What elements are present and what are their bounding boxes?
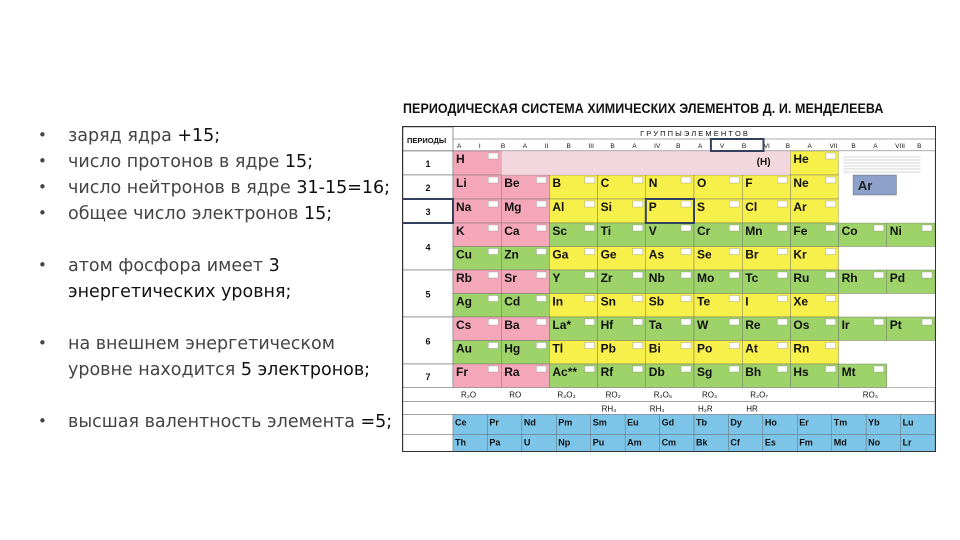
period-number: 6 [425, 336, 431, 347]
f-element-symbol: Pr [489, 417, 499, 428]
element-symbol: F [745, 176, 753, 190]
element-symbol: Ta [648, 318, 662, 332]
atomic-number-box [585, 177, 595, 183]
hydride-formula: HR [746, 404, 758, 414]
element-symbol: N [648, 176, 658, 190]
element-symbol: Na [456, 200, 472, 214]
element-symbol: V [648, 224, 657, 238]
bullet-value: 5 электронов; [240, 360, 371, 380]
oxide-formula: R₂O₅ [653, 390, 673, 400]
atomic-number-box [826, 319, 836, 325]
bullet-dot: • [38, 178, 47, 196]
element-symbol: I [745, 294, 749, 309]
element-symbol: Ti [600, 224, 612, 238]
legend-symbol: Ar [857, 178, 873, 193]
bullet-text [68, 360, 370, 380]
element-symbol: Fr [456, 365, 468, 379]
atomic-number-box [826, 201, 836, 207]
f-element-symbol: Th [455, 437, 466, 448]
f-element-symbol: Bk [696, 437, 708, 448]
atomic-number-box [729, 366, 739, 372]
element-symbol: Ac** [552, 365, 578, 379]
bullet-prefix: на внешнем энергетическом [68, 334, 335, 354]
element-symbol: S [697, 200, 706, 214]
element-symbol: P [648, 200, 657, 214]
element-symbol: Cs [456, 318, 472, 332]
f-element-symbol: Eu [627, 417, 639, 428]
hydrides-row [403, 402, 935, 415]
f-element-symbol: Tb [696, 417, 707, 428]
bullet-value: +15; [177, 126, 221, 146]
atomic-number-box [633, 272, 643, 278]
atomic-number-box [874, 319, 884, 325]
group-header: А [807, 143, 812, 150]
f-element-symbol: Nd [523, 417, 536, 428]
atomic-number-box [488, 249, 498, 255]
hydride-formula: H₂R [698, 404, 713, 414]
f-element-symbol: Ho [764, 417, 777, 428]
oxide-formula: RO₂ [605, 390, 621, 400]
atomic-number-box [536, 177, 546, 183]
atomic-number-box [777, 177, 787, 183]
group-header: IV [654, 143, 661, 150]
element-symbol: Rn [793, 341, 810, 356]
bullet-dot: • [38, 204, 47, 222]
atomic-number-box [536, 201, 546, 207]
group-header: VIII [895, 143, 905, 150]
element-symbol: Pt [889, 318, 902, 332]
atomic-number-box [488, 319, 498, 325]
f-element-symbol: Er [799, 417, 809, 428]
atomic-number-box [777, 296, 787, 302]
group-header: В [917, 143, 922, 150]
element-symbol: Mo [697, 271, 715, 285]
atomic-number-box [777, 366, 787, 372]
element-symbol: As [648, 247, 665, 262]
element-symbol: Cl [745, 200, 758, 214]
element-symbol: Rb [456, 271, 472, 285]
atomic-number-box [585, 296, 595, 302]
bullet-text [68, 412, 392, 432]
element-symbol: Zn [504, 247, 519, 262]
element-symbol: Db [648, 365, 665, 379]
atomic-number-box [729, 272, 739, 278]
oxide-formula: RO [509, 390, 522, 400]
element-symbol: Ar [793, 200, 807, 214]
atomic-number-box [729, 177, 739, 183]
element-symbol: Hs [793, 365, 809, 379]
element-symbol: Ga [552, 247, 569, 262]
period-number: 1 [425, 159, 431, 169]
group-header: В [785, 143, 790, 150]
f-element-symbol: Tm [833, 417, 848, 428]
atomic-number-box [922, 272, 932, 278]
atomic-number-box [633, 296, 643, 302]
element-symbol: Ag [456, 294, 472, 309]
empty-period1-area [501, 151, 790, 175]
group-header: А [873, 143, 878, 150]
bullet-prefix: общее число электронов [68, 204, 305, 224]
hydrogen-vii: (H) [756, 157, 771, 168]
element-symbol: Zr [600, 271, 613, 285]
element-symbol: Sr [504, 271, 517, 285]
period-number: 7 [425, 371, 431, 382]
f-element-symbol: Ce [455, 417, 467, 428]
atomic-number-box [729, 225, 739, 231]
element-symbol: Cd [504, 294, 521, 309]
element-symbol: Cu [456, 247, 472, 262]
atomic-number-box [826, 249, 836, 255]
bullet-text [68, 126, 220, 146]
periods-label: ПЕРИОДЫ [407, 136, 447, 145]
bullet-text [68, 152, 313, 172]
f-element-symbol: Md [833, 437, 847, 448]
group-header: В [566, 143, 571, 150]
atomic-number-box [826, 272, 836, 278]
oxide-formula: R₂O [461, 390, 477, 400]
atomic-number-box [777, 319, 787, 325]
atomic-number-box [633, 249, 643, 255]
bullet-value: 15; [284, 152, 314, 172]
element-symbol: Tc [745, 271, 759, 285]
element-symbol: W [697, 318, 709, 332]
element-symbol: Li [456, 176, 467, 190]
f-element-symbol: Cf [730, 437, 740, 448]
element-symbol: Be [504, 176, 520, 190]
periodic-table [402, 126, 936, 452]
group-header: А [698, 143, 703, 150]
element-symbol: Al [552, 200, 565, 214]
bullet-text [68, 282, 291, 302]
bullet-prefix: число протонов в ядре [68, 152, 285, 172]
element-symbol: H [456, 152, 465, 166]
atomic-number-box [826, 343, 836, 349]
element-symbol: Ra [504, 365, 520, 379]
atomic-number-box [536, 296, 546, 302]
element-symbol: Pb [600, 341, 616, 356]
atomic-number-box [488, 225, 498, 231]
bullet-value: 3 [268, 256, 280, 276]
element-symbol: Xe [793, 294, 809, 309]
oxide-formula: R₂O₃ [557, 390, 576, 400]
atomic-number-box [826, 225, 836, 231]
group-header: В [676, 143, 681, 150]
element-symbol: Ca [504, 224, 520, 238]
f-element-symbol: Cm [661, 437, 677, 448]
element-symbol: Fe [793, 224, 808, 238]
f-element-symbol: U [523, 437, 531, 448]
atomic-number-box [729, 343, 739, 349]
element-symbol: Mn [745, 224, 763, 238]
atomic-number-box [488, 296, 498, 302]
group-header: В [851, 143, 856, 150]
bullet-prefix: заряд ядра [68, 126, 178, 146]
element-symbol: La* [552, 318, 572, 332]
bullet-dot: • [38, 126, 47, 144]
hydride-formula: RH₄ [601, 404, 617, 414]
atomic-number-box [633, 343, 643, 349]
bullet-text [68, 204, 332, 224]
atomic-number-box [536, 249, 546, 255]
element-symbol: Re [745, 318, 761, 332]
atomic-number-box [922, 319, 932, 325]
atomic-number-box [777, 343, 787, 349]
element-symbol: Cr [697, 224, 711, 238]
oxide-formula: RO₄ [862, 390, 878, 400]
atomic-number-box [585, 343, 595, 349]
element-symbol: Si [600, 200, 612, 214]
atomic-number-box [826, 366, 836, 372]
element-symbol: Hg [504, 341, 521, 356]
element-symbol: Mt [841, 365, 856, 379]
atomic-number-box [681, 177, 691, 183]
atomic-number-box [488, 343, 498, 349]
atomic-number-box [536, 319, 546, 325]
element-symbol: Os [793, 318, 810, 332]
group-header: V [719, 143, 725, 150]
element-symbol: At [745, 341, 758, 356]
atomic-number-box [874, 272, 884, 278]
atomic-number-box [729, 319, 739, 325]
f-element-symbol: Pa [489, 437, 501, 448]
group-header: А [632, 143, 637, 150]
element-symbol: Ir [841, 318, 850, 332]
element-symbol: Y [552, 271, 561, 285]
element-symbol: Bh [745, 365, 762, 379]
element-symbol: Ru [793, 271, 810, 285]
atomic-number-box [729, 249, 739, 255]
f-element-symbol: Am [627, 437, 642, 448]
f-element-symbol: No [868, 437, 881, 448]
atomic-number-box [633, 177, 643, 183]
periodic-table-svg [403, 127, 935, 451]
f-element-symbol: Dy [730, 417, 742, 428]
f-element-symbol: Gd [661, 417, 675, 428]
atomic-number-box [585, 225, 595, 231]
element-symbol: K [456, 224, 465, 238]
bullet-prefix: число нейтронов в ядре [68, 178, 297, 198]
element-symbol: Po [697, 341, 713, 356]
oxide-formula: R₂O₇ [750, 390, 769, 400]
bullet-value: 15; [304, 204, 333, 224]
period-number: 4 [425, 242, 431, 253]
element-symbol: Br [745, 247, 759, 262]
atomic-number-box [826, 153, 836, 159]
series-label-cell [403, 435, 453, 452]
atomic-number-box [922, 225, 932, 231]
period-number: 3 [425, 207, 431, 217]
bullet-prefix: атом фосфора имеет [68, 256, 269, 276]
atomic-number-box [681, 249, 691, 255]
element-symbol: Rf [600, 365, 614, 379]
element-symbol: Ni [889, 224, 902, 238]
groups-label: Г Р У П П Ы Э Л Е М Е Н Т О В [640, 129, 748, 138]
bullet-dot: • [38, 256, 47, 274]
element-symbol: Mg [504, 200, 522, 214]
element-symbol: Se [697, 247, 712, 262]
atomic-number-box [488, 177, 498, 183]
bullet-text [68, 334, 335, 354]
element-symbol: Au [456, 341, 472, 356]
atomic-number-box [633, 319, 643, 325]
atomic-number-box [681, 366, 691, 372]
element-symbol: Ba [504, 318, 520, 332]
atomic-number-box [777, 272, 787, 278]
atomic-number-box [488, 153, 498, 159]
group-header: II [544, 143, 549, 150]
element-symbol: Ne [793, 176, 809, 190]
group-header: В [610, 143, 615, 150]
group-header: III [588, 143, 594, 150]
bullet-prefix: высшая валентность элемента [68, 412, 361, 432]
period-number: 2 [425, 183, 431, 193]
atomic-number-box [777, 201, 787, 207]
atomic-number-box [536, 366, 546, 372]
atomic-number-box [536, 343, 546, 349]
atomic-number-box [585, 272, 595, 278]
atomic-number-box [729, 296, 739, 302]
group-header: А [457, 143, 462, 150]
element-symbol: Ge [600, 247, 617, 262]
element-symbol: Rh [841, 271, 858, 285]
atomic-number-box [681, 272, 691, 278]
atomic-number-box [826, 177, 836, 183]
group-header: А [522, 143, 528, 150]
f-element-symbol: Pu [592, 437, 605, 448]
atomic-number-box [488, 272, 498, 278]
f-element-symbol: Lu [902, 417, 914, 428]
series-label-cell [403, 415, 453, 435]
element-symbol: Nb [648, 271, 665, 285]
element-symbol: O [697, 176, 707, 190]
oxide-formula: RO₃ [702, 390, 718, 400]
element-symbol: Te [697, 294, 711, 309]
atomic-number-box [585, 366, 595, 372]
table-title: ПЕРИОДИЧЕСКАЯ СИСТЕМА ХИМИЧЕСКИХ ЭЛЕМЕНТОВ Д. И. МЕНДЕЛЕЕВА [403, 101, 884, 116]
bullet-dot: • [38, 412, 47, 430]
atomic-number-box [536, 225, 546, 231]
f-element-symbol: Yb [868, 417, 880, 428]
element-symbol: Sb [648, 294, 665, 309]
atomic-number-box [488, 366, 498, 372]
group-header: В [500, 143, 506, 150]
f-element-symbol: Sm [592, 417, 607, 428]
element-symbol: Sn [600, 294, 616, 309]
group-v-highlight [711, 139, 764, 151]
f-element-symbol: Pm [558, 417, 573, 428]
atomic-number-box [729, 201, 739, 207]
f-element-symbol: Np [558, 437, 571, 448]
element-symbol: B [552, 176, 562, 190]
atomic-number-box [777, 249, 787, 255]
atomic-number-box [681, 343, 691, 349]
atomic-number-box [681, 225, 691, 231]
period-number: 5 [425, 289, 431, 300]
atomic-number-box [681, 319, 691, 325]
element-symbol: Co [841, 224, 858, 238]
atomic-number-box [633, 225, 643, 231]
element-symbol: Kr [793, 247, 807, 262]
hydride-formula: RH₃ [649, 404, 665, 414]
bullet-dot: • [38, 152, 47, 170]
element-symbol: He [793, 152, 809, 166]
element-symbol: Tl [552, 341, 564, 356]
atomic-number-box [874, 225, 884, 231]
atomic-number-box [681, 296, 691, 302]
group-header: В [741, 143, 747, 150]
atomic-number-box [536, 272, 546, 278]
bullet-value: энергетических уровня; [68, 282, 292, 302]
element-symbol: C [600, 176, 610, 190]
element-symbol: Bi [648, 341, 661, 356]
element-symbol: Hf [600, 318, 614, 332]
atomic-number-box [585, 249, 595, 255]
f-element-symbol: Lr [902, 437, 912, 448]
atomic-number-box [585, 319, 595, 325]
bullet-text [68, 178, 390, 198]
atomic-number-box [488, 201, 498, 207]
element-symbol: Sc [552, 224, 568, 238]
element-symbol: In [552, 294, 564, 309]
element-symbol: Sg [697, 365, 713, 379]
group-header: VII [829, 143, 838, 150]
element-symbol: Pd [889, 271, 906, 285]
f-element-symbol: Es [764, 437, 776, 448]
atomic-number-box [777, 225, 787, 231]
group-header: I [478, 143, 481, 150]
atomic-number-box [585, 201, 595, 207]
atomic-number-box [826, 296, 836, 302]
bullet-dot: • [38, 334, 47, 352]
f-element-symbol: Fm [799, 437, 813, 448]
atomic-number-box [633, 366, 643, 372]
bullet-value: =5; [360, 412, 393, 432]
bullet-prefix: уровне находится [68, 360, 241, 380]
bullet-value: 31-15=16; [296, 178, 391, 198]
group-header: VI [763, 143, 770, 150]
atomic-number-box [874, 366, 884, 372]
atomic-number-box [633, 201, 643, 207]
bullet-text [68, 256, 280, 276]
atomic-number-box [681, 201, 691, 207]
